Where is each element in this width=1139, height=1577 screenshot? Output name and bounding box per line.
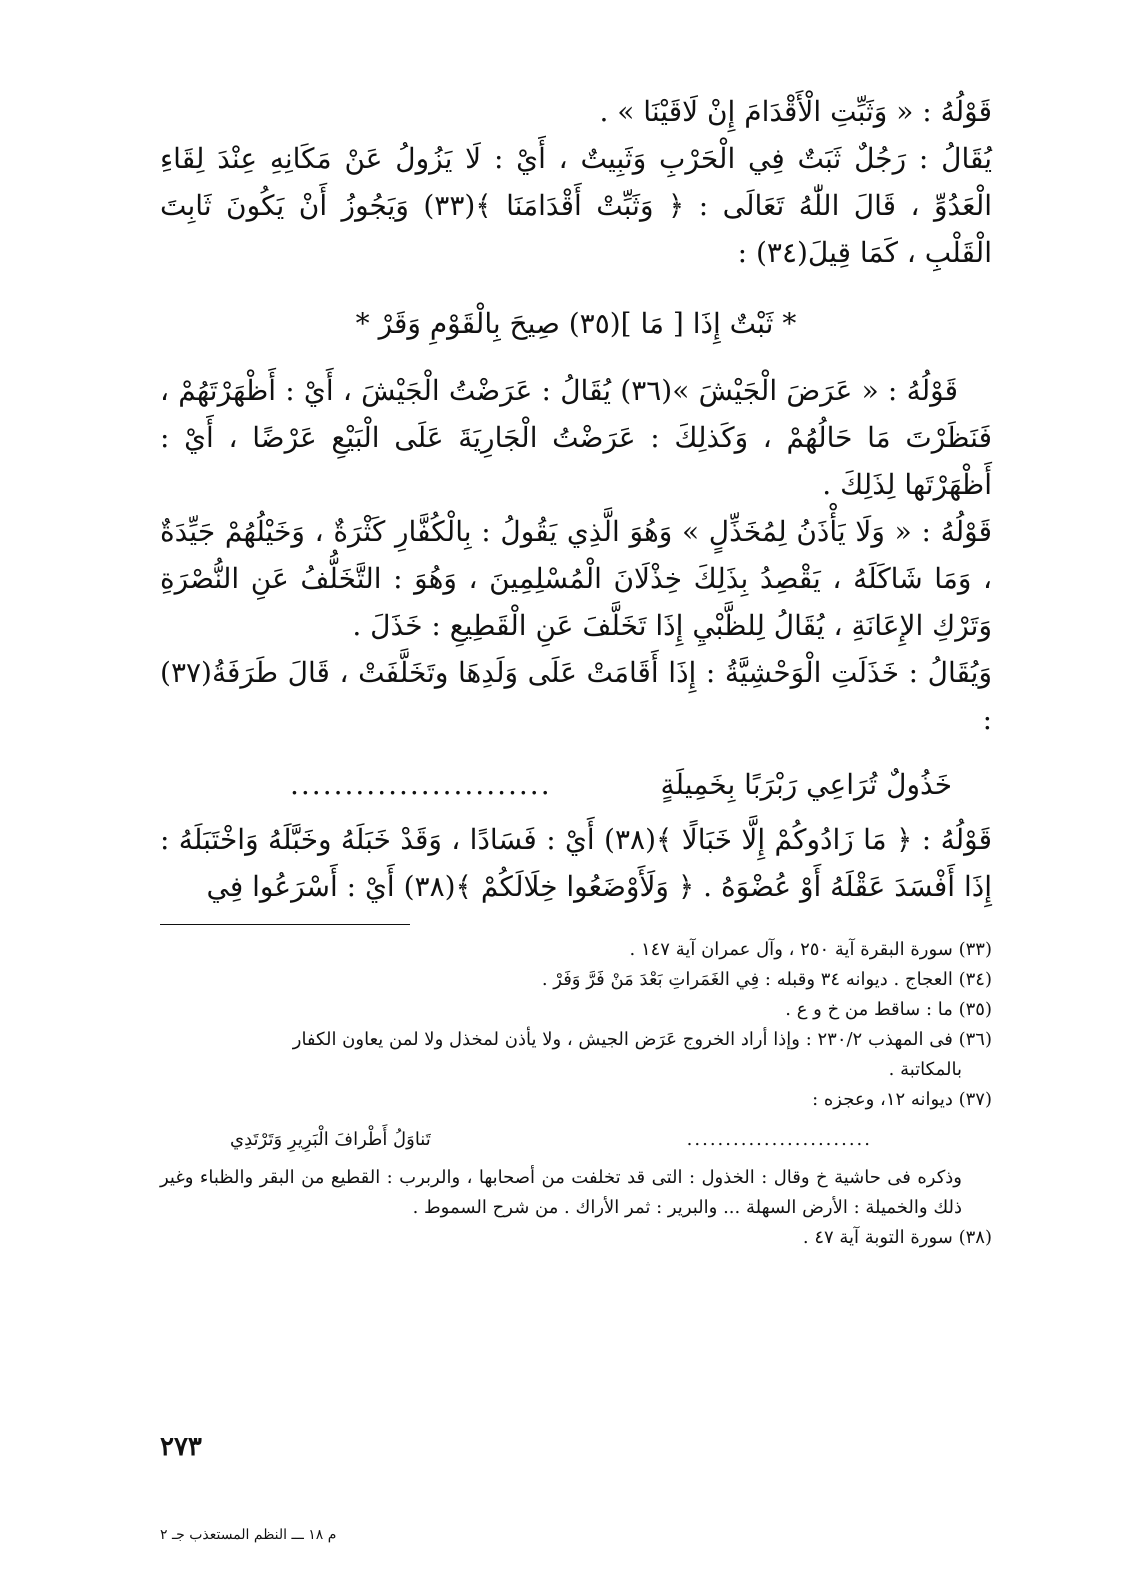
- footnote-36: (٣٦) فى المهذب ٢٣٠/٢ : وإذا أراد الخروج عَرَض الجيش ، ولا يأذن لمخذل ولا لمن يعاون الكفار: [292, 1029, 992, 1050]
- footnote-34: (٣٤) العجاج . ديوانه ٣٤ وقبله : فِي الغَمَراتِ بَعْدَ مَنْ فَرَّ وَفَرْ .: [541, 969, 992, 990]
- footnote-37: (٣٧) ديوانه ١٢، وعجزه :: [812, 1089, 992, 1110]
- paragraph-4: قَوْلُهُ : « وَلَا يَأْذَنُ لِمُخَذِّلٍ » وَهُوَ الَّذِي يَقُولُ : بِالْكُفَّارِ كَثْرَةٌ ، وَخَيْلُهُمْ جَيِّدَةٌ ، وَمَا شَاكَلَهُ ، يَقْصِدُ بِذَلِكَ خِذْلَانَ الْمُسْلِمِينَ ، وَهُوَ : التَّخَلُّفُ عَنِ النُّصْرَةِ وَتَرْكِ الإِعَانَةِ ، يُقَالُ لِلظَّبْيِ إِذَا تَخَلَّفَ عَنِ الْقَطِيعِ : خَذَلَ .: [160, 515, 992, 642]
- footnote-37-commentary: وذكره فى حاشية خ وقال : الخذول : التى قد تخلفت من أصحابها ، والربرب : القطيع من البقر والظباء وغير ذلك والخميلة : الأرض السهلة ... والبرير : ثمر الأراك . من شرح السموط .: [160, 1167, 962, 1218]
- footnote-37-verse: [230, 1125, 872, 1155]
- footnote-separator-wrap: [160, 924, 992, 925]
- footnote-separator: [160, 924, 410, 925]
- paragraph-5: وَيُقَالُ : خَذَلَتِ الْوَحْشِيَّةُ : إِذَا أَقَامَتْ عَلَى وَلَدِهَا وتَخَلَّفَتْ ، قَالَ طَرَفَةُ(٣٧) :: [160, 656, 992, 736]
- footnote-35: (٣٥) ما : ساقط من خ و ع .: [785, 999, 992, 1020]
- page-number: ٢٧٣: [160, 1432, 202, 1462]
- footnote-37-verse-first: ........................: [686, 1129, 872, 1150]
- paragraph-6: قَوْلُهُ : ﴿ مَا زَادُوكُمْ إِلَّا خَبَالًا ﴾(٣٨) أَيْ : فَسَادًا ، وَقَدْ خَبَلَهُ وخَبَّلَهُ وَاخْتَبَلَهُ : إِذَا أَفْسَدَ عَقْلَهُ أَوْ عُضْوَهُ . ﴿ وَلَأَوْضَعُوا خِلَالَكُمْ ﴾(٣٨) أَيْ : أَسْرَعُوا فِي: [160, 823, 992, 903]
- verse-hemistich-first: خَذُولٌ تُرَاعِي رَبْرَبًا بِخَمِيلَةٍ: [660, 768, 952, 801]
- main-text: [160, 88, 992, 910]
- footnote-36-continued: بالمكاتبة .: [888, 1059, 962, 1080]
- verse-hemistich-second: ........................: [290, 768, 552, 801]
- verse-line-1: * ثَبْتٌ إِذَا [ مَا ](٣٥) صِيحَ بِالْقَوْمِ وَقَرْ *: [355, 307, 797, 340]
- verse-line-2: [290, 761, 952, 808]
- paragraph-3: قَوْلُهُ : « عَرَضَ الْجَيْشَ »(٣٦) يُقَالُ : عَرَضْتُ الْجَيْشَ ، أَيْ : أَظْهَرْتَهُمْ ، فَنَظَرْتَ مَا حَالُهُمْ ، وَكَذلِكَ : عَرَضْتُ الْجَارِيَةَ عَلَى الْبَيْعِ عَرْضًا ، أَيْ : أَظْهَرْتَها لِذَلِكَ .: [160, 374, 992, 501]
- footnote-33: (٣٣) سورة البقرة آية ٢٥٠ ، وآل عمران آية ١٤٧ .: [629, 939, 992, 960]
- footnote-37-verse-second: تَناوَلُ أَطْرافَ الْبَرِيرِ وَتَرْتَدِي: [230, 1129, 431, 1150]
- footnote-38: (٣٨) سورة التوبة آية ٤٧ .: [802, 1227, 992, 1248]
- footnotes: [160, 935, 992, 1253]
- paragraph-2: يُقَالُ : رَجُلٌ ثَبَتٌ فِي الْحَرْبِ وَثَبِيتٌ ، أَيْ : لَا يَزُولُ عَنْ مَكَانِهِ عِنْدَ لِقَاءِ الْعَدُوِّ ، قَالَ اللّٰهُ تَعَالَى : ﴿ وَثَبِّتْ أَقْدَامَنَا ﴾(٣٣) وَيَجُوزُ أَنْ يَكُونَ ثَابِتَ الْقَلْبِ ، كَمَا قِيلَ(٣٤) :: [160, 142, 992, 269]
- paragraph-1: قَوْلُهُ : « وَثَبِّتِ الْأَقْدَامَ إِنْ لَاقَيْنَا » .: [599, 95, 992, 128]
- page-body: [160, 88, 992, 1253]
- printer-signature: م ١٨ ـــ النظم المستعذب جـ ٢: [160, 1527, 337, 1543]
